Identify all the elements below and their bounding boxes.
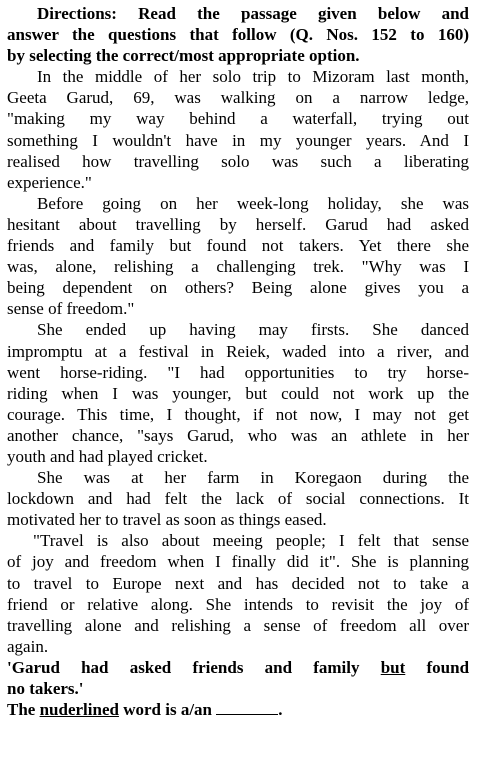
- question-quote-line-1: [7, 657, 469, 678]
- passage-line: to travel to Europe next and has decided not to take a: [7, 573, 469, 593]
- passage-paragraph-2: [7, 193, 469, 320]
- underlined-word: but: [380, 657, 406, 677]
- directions-line-1: Directions: Read the passage given below and: [37, 4, 469, 23]
- passage-line: courage. This time, I thought, if not now, I may not get: [7, 404, 469, 424]
- passage-line: impromptu at a festival in Reiek, waded into a river, and: [7, 341, 469, 361]
- passage-line: another chance, "says Garud, who was an athlete in her: [7, 425, 469, 445]
- passage-line: of joy and freedom when I finally did it". She is planning: [7, 552, 469, 572]
- passage-line: realised how travelling solo was such a liberating: [7, 151, 469, 171]
- passage-line: lockdown and had felt the lack of social connections. It: [7, 489, 469, 509]
- passage-paragraph-4: [7, 467, 469, 530]
- question-page: [7, 3, 469, 720]
- passage-line: travelling alone and relishing a sense of freedom all over: [7, 615, 469, 635]
- passage-line: friends and family but found not takers. Yet there she: [7, 236, 469, 256]
- passage-line: "Travel is also about meeing people; I felt that sense: [33, 531, 469, 551]
- passage-line: something I wouldn't have in my younger years. And I: [7, 130, 469, 150]
- prompt-underlined-word: nuderlined: [39, 700, 119, 720]
- passage-line: She was at her farm in Koregaon during the: [37, 468, 469, 488]
- passage-line: youth and had played cricket.: [7, 446, 208, 466]
- passage-line: Geeta Garud, 69, was walking on a narrow ledge,: [7, 88, 469, 108]
- passage-line: experience.": [7, 172, 92, 192]
- passage-paragraph-3: [7, 319, 469, 467]
- prompt-text-before: The: [7, 700, 36, 720]
- prompt-end: .: [278, 700, 283, 720]
- passage-line: riding when I was younger, but could not work up the: [7, 383, 469, 403]
- directions: [7, 3, 469, 66]
- passage-line: She ended up having may firsts. She danced: [37, 320, 469, 340]
- quote-text-before: 'Garud had asked friends and family: [7, 657, 360, 677]
- question: [7, 657, 469, 720]
- directions-line-3: by selecting the correct/most appropriate option.: [7, 46, 360, 66]
- passage-line: "making my way behind a waterfall, trying out: [7, 109, 469, 129]
- passage-paragraph-5: [7, 530, 469, 657]
- question-quote-line-2: no takers.': [7, 679, 84, 698]
- passage-line: In the middle of her solo trip to Mizoram last month,: [37, 67, 469, 87]
- passage-line: went horse-riding. "I had opportunities to try horse-: [7, 362, 469, 382]
- passage-line: hesitant about travelling by herself. Garud had asked: [7, 214, 469, 234]
- passage-line: was, alone, relishing a challenging trek. "Why was I: [7, 257, 469, 277]
- passage-line: again.: [7, 636, 49, 656]
- answer-blank[interactable]: [216, 701, 278, 715]
- passage-line: sense of freedom.": [7, 299, 135, 319]
- quote-text-after: found: [426, 657, 470, 677]
- passage-line: motivated her to travel as soon as things eased.: [7, 510, 327, 530]
- prompt-text-after: word is a/an: [123, 700, 212, 720]
- passage-line: being dependent on others? Being alone gives you a: [7, 278, 469, 298]
- passage-line: friend or relative along. She intends to revisit the joy of: [7, 594, 469, 614]
- directions-line-2: answer the questions that follow (Q. Nos. 152 to 160): [7, 25, 469, 45]
- question-prompt: [7, 699, 469, 720]
- passage-paragraph-1: [7, 66, 469, 193]
- passage-line: Before going on her week-long holiday, she was: [37, 193, 469, 213]
